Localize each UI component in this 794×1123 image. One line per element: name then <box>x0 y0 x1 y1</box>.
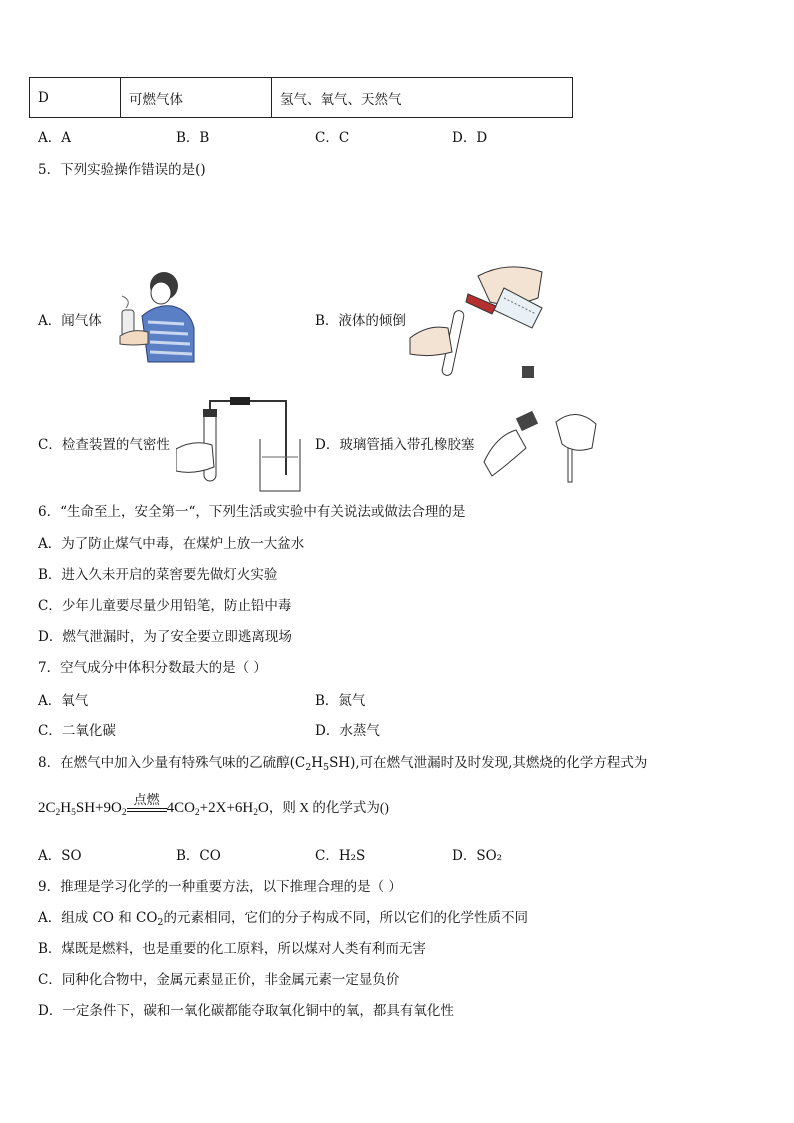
equation-tail: ，则 X 的化学式为() <box>268 800 389 815</box>
airtightness-check-figure <box>176 395 304 495</box>
q8-stem <box>38 751 647 773</box>
equation-part: 4CO <box>166 800 195 816</box>
q5-option-c: C．检查装置的气密性 <box>38 437 170 453</box>
subscript: 2 <box>55 808 61 818</box>
equation-part: 2C <box>38 800 56 816</box>
option-table <box>29 77 573 118</box>
q9-option-a-part: A．组成 CO 和 CO <box>38 910 158 926</box>
q7-stem: 7．空气成分中体积分数最大的是（ ） <box>38 660 267 676</box>
q8-option-d: D．SO₂ <box>452 848 503 864</box>
equation-part: +2X+6H <box>199 800 254 816</box>
q9-option-a-part: 的元素相同，它们的分子构成不同，所以它们的化学性质不同 <box>163 910 528 926</box>
q8-stem-part: 8．在燃气中加入少量有特殊气味的乙硫醇(C <box>38 755 306 771</box>
q7-option-b: B．氮气 <box>315 693 366 709</box>
smelling-gas-figure <box>112 266 198 364</box>
q8-stem-part: SH),可在燃气泄漏时及时发现,其燃烧的化学方程式为 <box>329 755 648 771</box>
q8-option-c: C．H₂S <box>315 848 366 864</box>
table-row <box>30 78 573 118</box>
q8-option-b: B．CO <box>176 848 221 864</box>
q4-option-b: B．B <box>176 130 210 146</box>
reaction-condition: 点燃 <box>133 792 160 807</box>
table-cell: 可燃气体 <box>121 78 272 118</box>
chemical-equation <box>38 792 389 820</box>
subscript: 5 <box>323 762 330 773</box>
q7-option-a: A．氧气 <box>38 693 89 709</box>
q5-option-d: D．玻璃管插入带孔橡胶塞 <box>315 437 475 453</box>
equation-part: O <box>258 800 269 816</box>
q8-stem-part: H <box>311 755 324 771</box>
subscript: 2 <box>121 808 127 818</box>
q6-option-b: B．进入久未开启的菜窖要先做灯火实验 <box>38 567 278 583</box>
q7-option-c: C．二氧化碳 <box>38 723 116 739</box>
q4-option-c: C．C <box>315 130 350 146</box>
q6-stem: 6．“生命至上，安全第一“，下列生活或实验中有关说法或做法合理的是 <box>38 504 466 520</box>
subscript: 5 <box>71 808 76 818</box>
q6-option-c: C．少年儿童要尽量少用铅笔，防止铅中毒 <box>38 598 292 614</box>
q6-option-d: D．燃气泄漏时，为了安全要立即逃离现场 <box>38 629 292 645</box>
q9-option-a <box>38 906 528 928</box>
q7-option-d: D．水蒸气 <box>315 723 380 739</box>
table-cell: 氢气、氧气、天然气 <box>272 78 573 118</box>
q5-option-a: A．闻气体 <box>38 313 102 329</box>
reaction-arrow <box>127 793 167 812</box>
tube-insertion-figure <box>482 402 600 484</box>
equation-part: SH+9O <box>75 800 122 816</box>
q9-option-c: C．同种化合物中，金属元素显正价，非金属元素一定显负价 <box>38 972 400 988</box>
q5-stem: 5．下列实验操作错误的是() <box>38 162 206 178</box>
subscript: 2 <box>157 917 164 928</box>
q9-stem: 9．推理是学习化学的一种重要方法，以下推理合理的是（ ） <box>38 879 402 895</box>
q9-option-b: B．煤既是燃料，也是重要的化工原料，所以煤对人类有利而无害 <box>38 941 426 957</box>
subscript: 2 <box>253 808 259 818</box>
q6-option-a: A．为了防止煤气中毒，在煤炉上放一大盆水 <box>38 536 305 552</box>
q9-option-d: D．一定条件下，碳和一氧化碳都能夺取氧化铜中的氧，都具有氧化性 <box>38 1003 454 1019</box>
q4-option-d: D．D <box>452 130 488 146</box>
subscript: 2 <box>194 808 200 818</box>
q5-option-b: B．液体的倾倒 <box>315 313 406 329</box>
equation-part: H <box>60 800 72 816</box>
subscript: 2 <box>305 762 312 773</box>
q8-option-a: A．SO <box>38 848 82 864</box>
table-cell: D <box>30 78 121 118</box>
q4-option-a: A．A <box>38 130 71 146</box>
liquid-pouring-figure <box>408 258 550 382</box>
